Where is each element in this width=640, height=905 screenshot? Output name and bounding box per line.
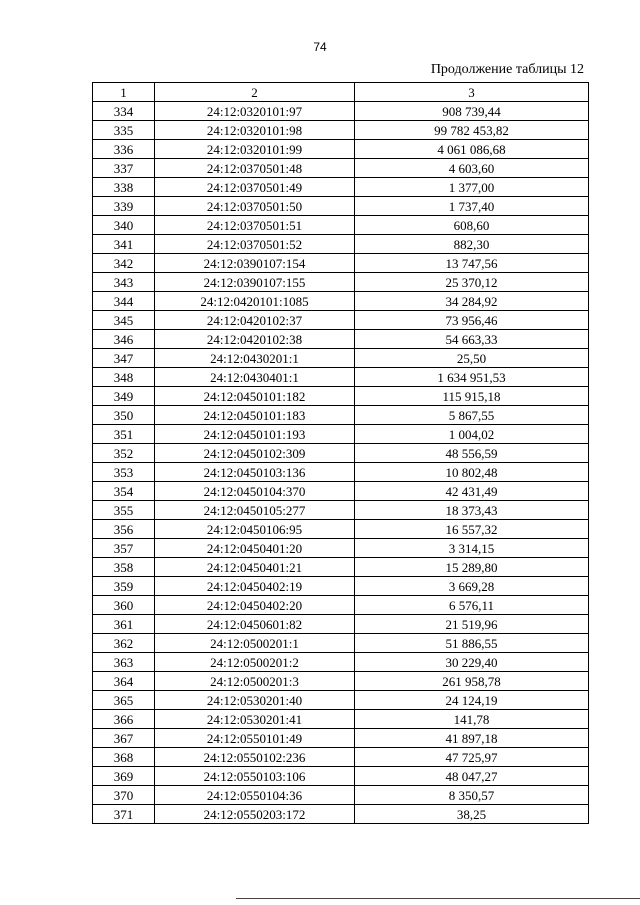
value-cell: 1 634 951,53 xyxy=(355,368,589,387)
table-row xyxy=(93,273,589,292)
table-row xyxy=(93,805,589,824)
cadastral-number-cell: 24:12:0450101:182 xyxy=(155,387,355,406)
value-cell: 1 377,00 xyxy=(355,178,589,197)
table-row xyxy=(93,577,589,596)
cadastral-number-cell: 24:12:0390107:155 xyxy=(155,273,355,292)
row-number-cell: 356 xyxy=(93,520,155,539)
value-cell: 4 603,60 xyxy=(355,159,589,178)
cadastral-number-cell: 24:12:0320101:99 xyxy=(155,140,355,159)
table-row xyxy=(93,691,589,710)
table-header-row xyxy=(93,83,589,102)
row-number-cell: 334 xyxy=(93,102,155,121)
column-header: 3 xyxy=(355,83,589,102)
row-number-cell: 354 xyxy=(93,482,155,501)
table-row xyxy=(93,425,589,444)
value-cell: 3 314,15 xyxy=(355,539,589,558)
value-cell: 5 867,55 xyxy=(355,406,589,425)
table-row xyxy=(93,615,589,634)
table-row xyxy=(93,292,589,311)
table-continuation-label: Продолжение таблицы 12 xyxy=(430,62,584,77)
table-row xyxy=(93,539,589,558)
cadastral-number-cell: 24:12:0320101:97 xyxy=(155,102,355,121)
cadastral-number-cell: 24:12:0370501:52 xyxy=(155,235,355,254)
cadastral-number-cell: 24:12:0450601:82 xyxy=(155,615,355,634)
table-row xyxy=(93,102,589,121)
table-row xyxy=(93,444,589,463)
table-row xyxy=(93,330,589,349)
value-cell: 25,50 xyxy=(355,349,589,368)
row-number-cell: 335 xyxy=(93,121,155,140)
value-cell: 16 557,32 xyxy=(355,520,589,539)
row-number-cell: 349 xyxy=(93,387,155,406)
value-cell: 18 373,43 xyxy=(355,501,589,520)
cadastral-number-cell: 24:12:0370501:50 xyxy=(155,197,355,216)
value-cell: 30 229,40 xyxy=(355,653,589,672)
column-header: 1 xyxy=(93,83,155,102)
cadastral-number-cell: 24:12:0420102:38 xyxy=(155,330,355,349)
row-number-cell: 338 xyxy=(93,178,155,197)
cadastral-number-cell: 24:12:0550103:106 xyxy=(155,767,355,786)
value-cell: 15 289,80 xyxy=(355,558,589,577)
value-cell: 48 047,27 xyxy=(355,767,589,786)
table-row xyxy=(93,786,589,805)
cadastral-number-cell: 24:12:0450102:309 xyxy=(155,444,355,463)
row-number-cell: 339 xyxy=(93,197,155,216)
value-cell: 42 431,49 xyxy=(355,482,589,501)
cadastral-number-cell: 24:12:0420101:1085 xyxy=(155,292,355,311)
table-row xyxy=(93,254,589,273)
cadastral-number-cell: 24:12:0550102:236 xyxy=(155,748,355,767)
row-number-cell: 370 xyxy=(93,786,155,805)
cadastral-number-cell: 24:12:0430201:1 xyxy=(155,349,355,368)
value-cell: 608,60 xyxy=(355,216,589,235)
table-row xyxy=(93,121,589,140)
cadastral-number-cell: 24:12:0450103:136 xyxy=(155,463,355,482)
table-row xyxy=(93,197,589,216)
value-cell: 25 370,12 xyxy=(355,273,589,292)
row-number-cell: 358 xyxy=(93,558,155,577)
cadastral-number-cell: 24:12:0530201:40 xyxy=(155,691,355,710)
row-number-cell: 363 xyxy=(93,653,155,672)
value-cell: 10 802,48 xyxy=(355,463,589,482)
table-row xyxy=(93,159,589,178)
row-number-cell: 348 xyxy=(93,368,155,387)
row-number-cell: 341 xyxy=(93,235,155,254)
value-cell: 115 915,18 xyxy=(355,387,589,406)
cadastral-number-cell: 24:12:0500201:1 xyxy=(155,634,355,653)
table-row xyxy=(93,406,589,425)
cadastral-number-cell: 24:12:0450402:20 xyxy=(155,596,355,615)
table-row xyxy=(93,178,589,197)
table-row xyxy=(93,140,589,159)
value-cell: 24 124,19 xyxy=(355,691,589,710)
cadastral-number-cell: 24:12:0450104:370 xyxy=(155,482,355,501)
row-number-cell: 360 xyxy=(93,596,155,615)
table-row xyxy=(93,672,589,691)
value-cell: 54 663,33 xyxy=(355,330,589,349)
cadastral-number-cell: 24:12:0420102:37 xyxy=(155,311,355,330)
page-number: 74 xyxy=(313,40,327,54)
table-row xyxy=(93,349,589,368)
value-cell: 4 061 086,68 xyxy=(355,140,589,159)
value-cell: 261 958,78 xyxy=(355,672,589,691)
value-cell: 48 556,59 xyxy=(355,444,589,463)
row-number-cell: 346 xyxy=(93,330,155,349)
row-number-cell: 343 xyxy=(93,273,155,292)
row-number-cell: 337 xyxy=(93,159,155,178)
value-cell: 8 350,57 xyxy=(355,786,589,805)
value-cell: 141,78 xyxy=(355,710,589,729)
value-cell: 13 747,56 xyxy=(355,254,589,273)
row-number-cell: 336 xyxy=(93,140,155,159)
cadastral-number-cell: 24:12:0500201:2 xyxy=(155,653,355,672)
table-row xyxy=(93,482,589,501)
value-cell: 1 737,40 xyxy=(355,197,589,216)
cadastral-number-cell: 24:12:0500201:3 xyxy=(155,672,355,691)
table-row xyxy=(93,748,589,767)
value-cell: 51 886,55 xyxy=(355,634,589,653)
table-row xyxy=(93,387,589,406)
row-number-cell: 365 xyxy=(93,691,155,710)
cadastral-number-cell: 24:12:0550203:172 xyxy=(155,805,355,824)
row-number-cell: 364 xyxy=(93,672,155,691)
table-row xyxy=(93,311,589,330)
page-bottom-rule xyxy=(236,898,640,899)
cadastral-number-cell: 24:12:0450101:183 xyxy=(155,406,355,425)
value-cell: 21 519,96 xyxy=(355,615,589,634)
row-number-cell: 350 xyxy=(93,406,155,425)
row-number-cell: 355 xyxy=(93,501,155,520)
value-cell: 3 669,28 xyxy=(355,577,589,596)
row-number-cell: 366 xyxy=(93,710,155,729)
cadastral-number-cell: 24:12:0450402:19 xyxy=(155,577,355,596)
cadastral-number-cell: 24:12:0370501:49 xyxy=(155,178,355,197)
cadastral-number-cell: 24:12:0550101:49 xyxy=(155,729,355,748)
value-cell: 47 725,97 xyxy=(355,748,589,767)
row-number-cell: 359 xyxy=(93,577,155,596)
cadastral-number-cell: 24:12:0370501:48 xyxy=(155,159,355,178)
row-number-cell: 345 xyxy=(93,311,155,330)
cadastral-number-cell: 24:12:0320101:98 xyxy=(155,121,355,140)
value-cell: 34 284,92 xyxy=(355,292,589,311)
table-row xyxy=(93,463,589,482)
value-cell: 99 782 453,82 xyxy=(355,121,589,140)
value-cell: 882,30 xyxy=(355,235,589,254)
row-number-cell: 362 xyxy=(93,634,155,653)
cadastral-number-cell: 24:12:0370501:51 xyxy=(155,216,355,235)
cadastral-number-cell: 24:12:0550104:36 xyxy=(155,786,355,805)
table-row xyxy=(93,368,589,387)
value-cell: 6 576,11 xyxy=(355,596,589,615)
row-number-cell: 340 xyxy=(93,216,155,235)
table-row xyxy=(93,520,589,539)
row-number-cell: 347 xyxy=(93,349,155,368)
row-number-cell: 353 xyxy=(93,463,155,482)
cadastral-number-cell: 24:12:0450401:20 xyxy=(155,539,355,558)
table-row xyxy=(93,767,589,786)
row-number-cell: 357 xyxy=(93,539,155,558)
row-number-cell: 368 xyxy=(93,748,155,767)
cadastral-number-cell: 24:12:0450105:277 xyxy=(155,501,355,520)
value-cell: 73 956,46 xyxy=(355,311,589,330)
row-number-cell: 352 xyxy=(93,444,155,463)
data-table xyxy=(92,82,589,824)
cadastral-number-cell: 24:12:0450401:21 xyxy=(155,558,355,577)
cadastral-number-cell: 24:12:0450101:193 xyxy=(155,425,355,444)
table-row xyxy=(93,216,589,235)
cadastral-number-cell: 24:12:0390107:154 xyxy=(155,254,355,273)
column-header: 2 xyxy=(155,83,355,102)
row-number-cell: 371 xyxy=(93,805,155,824)
row-number-cell: 367 xyxy=(93,729,155,748)
row-number-cell: 351 xyxy=(93,425,155,444)
table-row xyxy=(93,558,589,577)
table-row xyxy=(93,710,589,729)
table-row xyxy=(93,653,589,672)
table-row xyxy=(93,634,589,653)
table-row xyxy=(93,235,589,254)
table-body xyxy=(93,102,589,824)
row-number-cell: 361 xyxy=(93,615,155,634)
value-cell: 1 004,02 xyxy=(355,425,589,444)
row-number-cell: 342 xyxy=(93,254,155,273)
row-number-cell: 344 xyxy=(93,292,155,311)
table-row xyxy=(93,596,589,615)
value-cell: 38,25 xyxy=(355,805,589,824)
cadastral-number-cell: 24:12:0430401:1 xyxy=(155,368,355,387)
table-row xyxy=(93,501,589,520)
cadastral-number-cell: 24:12:0530201:41 xyxy=(155,710,355,729)
value-cell: 908 739,44 xyxy=(355,102,589,121)
value-cell: 41 897,18 xyxy=(355,729,589,748)
table-row xyxy=(93,729,589,748)
row-number-cell: 369 xyxy=(93,767,155,786)
cadastral-number-cell: 24:12:0450106:95 xyxy=(155,520,355,539)
